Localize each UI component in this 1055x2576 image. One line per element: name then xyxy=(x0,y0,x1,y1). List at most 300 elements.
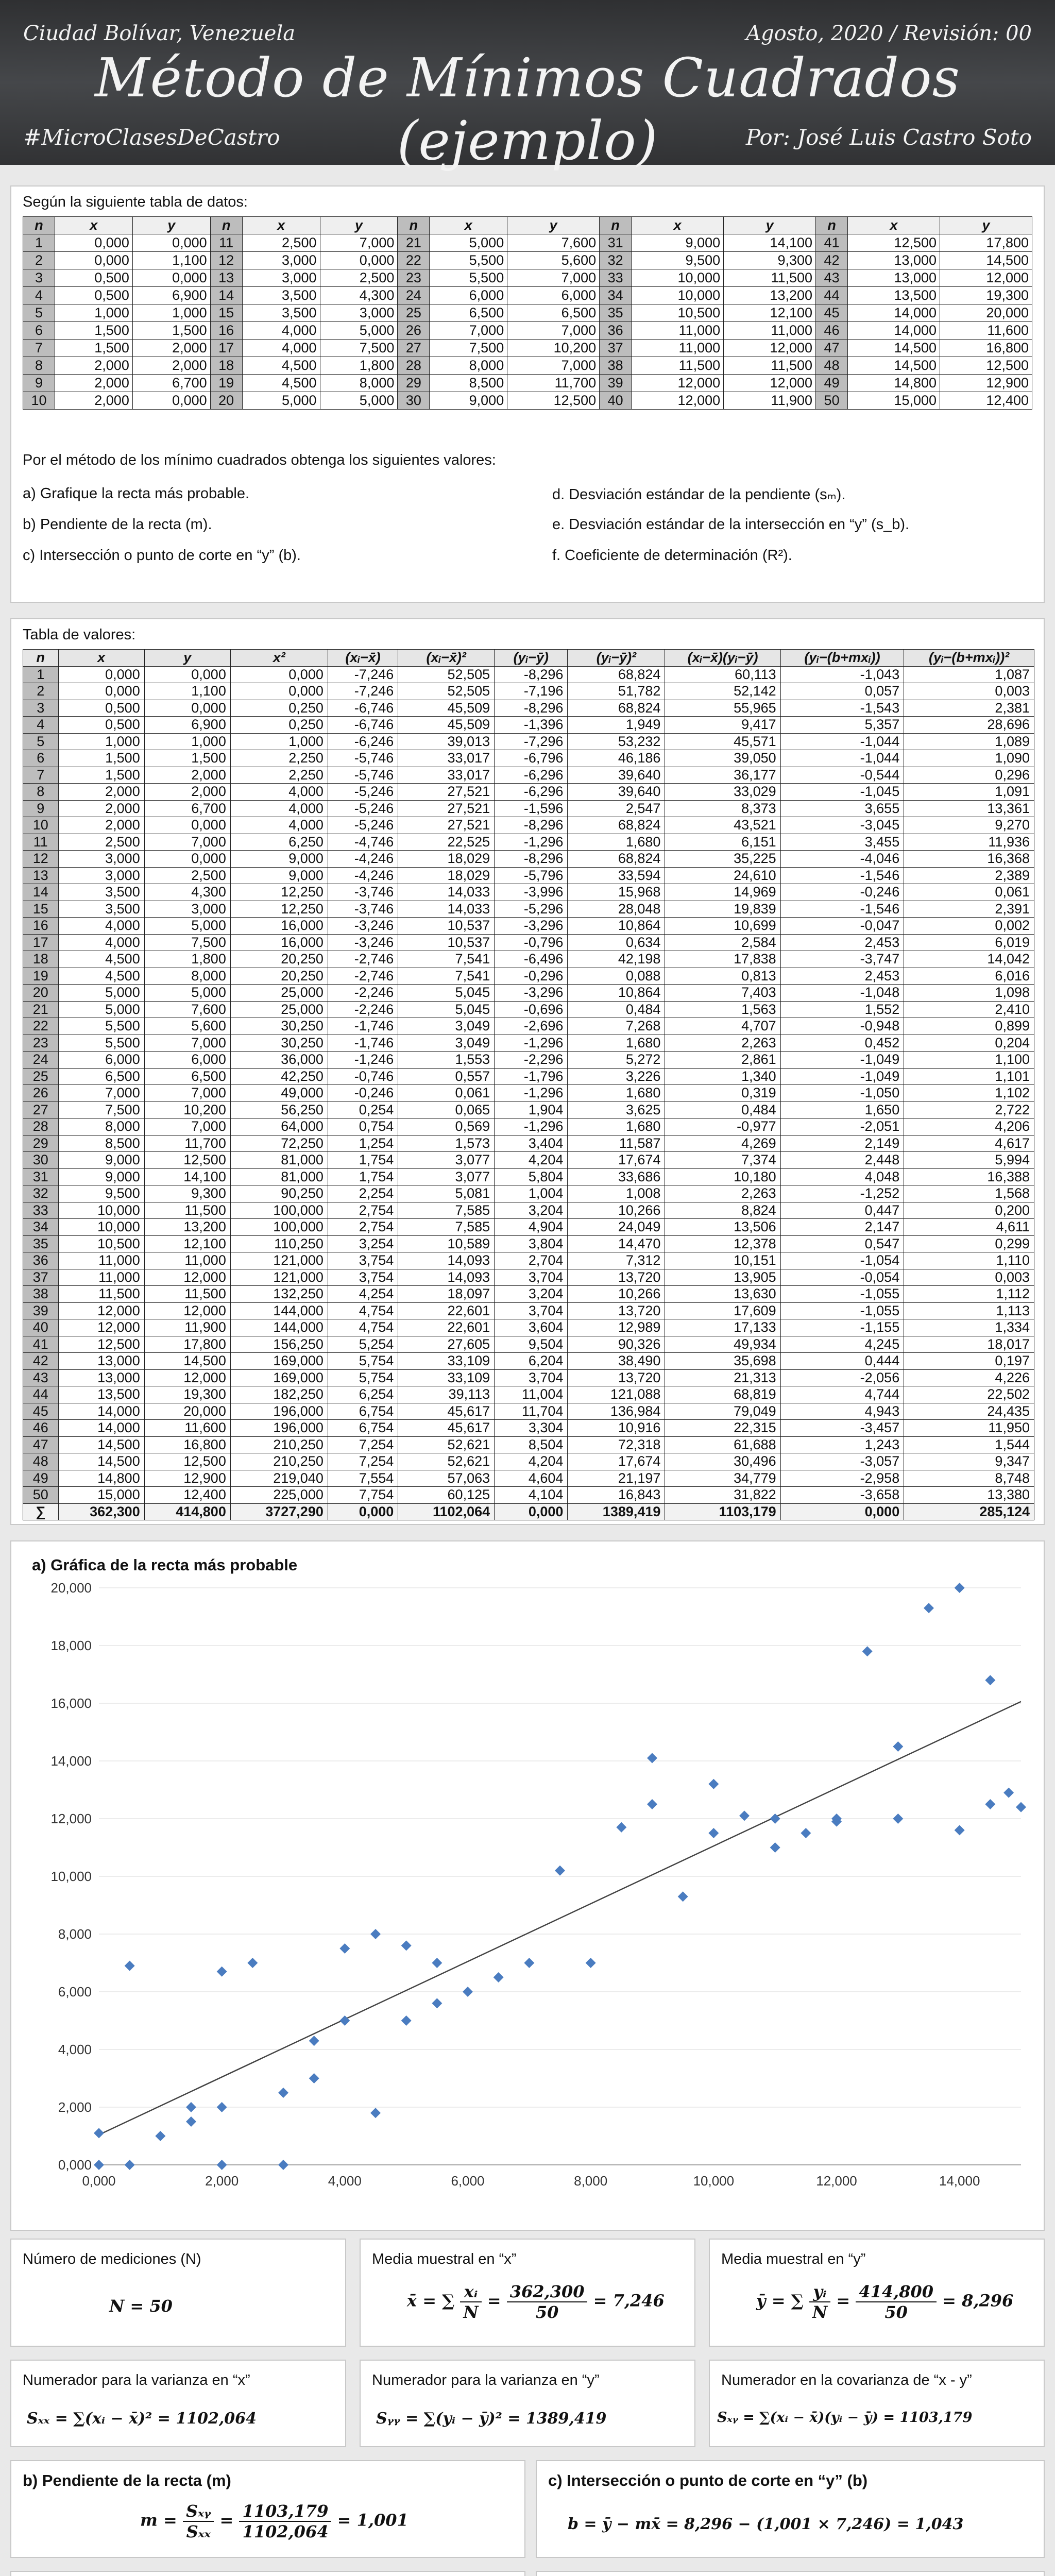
table-cell: 11,600 xyxy=(144,1420,230,1437)
table-cell: 3,204 xyxy=(495,1286,568,1303)
table-cell: 0,484 xyxy=(568,1001,665,1018)
table-cell: 0,200 xyxy=(904,1202,1034,1219)
table-cell: 1,754 xyxy=(328,1152,398,1169)
table-row xyxy=(23,717,1034,734)
table-cell: 48 xyxy=(23,1453,59,1470)
table-cell: 20,000 xyxy=(144,1403,230,1420)
question-e: e. Desviación estándar de la intersección en “y” (s_b). xyxy=(552,516,910,533)
table-cell: 4,000 xyxy=(242,340,320,357)
table-cell: 10,537 xyxy=(398,934,495,951)
x-tick-label: 10,000 xyxy=(693,2173,735,2189)
table-cell: 14,500 xyxy=(940,252,1032,269)
table-cell: 4,754 xyxy=(328,1302,398,1319)
table-cell: 10,000 xyxy=(632,269,724,287)
data-point xyxy=(401,1940,412,1951)
table-cell: 25,000 xyxy=(230,1001,328,1018)
table-cell: 27,521 xyxy=(398,784,495,801)
table-cell: 7,541 xyxy=(398,968,495,985)
table-cell: 15,000 xyxy=(58,1487,144,1504)
table-cell: 5,254 xyxy=(328,1336,398,1353)
table-cell: 11,700 xyxy=(144,1135,230,1152)
table-cell: 45,617 xyxy=(398,1403,495,1420)
table-cell: 169,000 xyxy=(230,1369,328,1386)
table-cell: -2,246 xyxy=(328,985,398,1002)
table-cell: 2,453 xyxy=(780,934,904,951)
data-table-header: n xyxy=(600,217,632,234)
table-cell: 4,500 xyxy=(242,375,320,392)
mean-x-num: 362,300 xyxy=(507,2282,588,2302)
table-cell: -3,746 xyxy=(328,884,398,901)
table-cell: 6,204 xyxy=(495,1353,568,1370)
table-cell: 42,198 xyxy=(568,951,665,968)
table-row xyxy=(23,750,1034,767)
table-cell: 6,151 xyxy=(665,834,780,851)
table-cell: 13 xyxy=(23,867,59,884)
mean-y-box xyxy=(709,2239,1045,2347)
data-point xyxy=(616,1822,626,1833)
table-row xyxy=(23,1453,1034,1470)
table-cell: -4,246 xyxy=(328,867,398,884)
y-tick-label: 6,000 xyxy=(58,1984,92,1999)
table-cell: 5,272 xyxy=(568,1052,665,1069)
table-cell: -0,977 xyxy=(665,1118,780,1136)
table-cell: 12,500 xyxy=(940,357,1032,375)
table-cell: -1,746 xyxy=(328,1018,398,1035)
table-cell: 3,804 xyxy=(495,1235,568,1252)
table-cell: 11,950 xyxy=(904,1420,1034,1437)
table-cell: 6,016 xyxy=(904,968,1034,985)
table-cell: 7,000 xyxy=(430,322,507,340)
table-cell: 5,000 xyxy=(242,392,320,410)
table-cell: 0,319 xyxy=(665,1085,780,1102)
table-cell: 27,521 xyxy=(398,800,495,817)
table-cell: 11,000 xyxy=(632,322,724,340)
table-cell: 3,000 xyxy=(144,901,230,918)
table-row xyxy=(23,683,1034,700)
table-cell: 11,000 xyxy=(58,1269,144,1286)
table-row xyxy=(23,304,1032,322)
table-cell: -1,796 xyxy=(495,1068,568,1085)
table-cell: -0,948 xyxy=(780,1018,904,1035)
table-cell: 0,000 xyxy=(144,666,230,683)
table-cell: -7,246 xyxy=(328,683,398,700)
n-label: Número de mediciones (N) xyxy=(23,2251,201,2267)
table-cell: 14,100 xyxy=(724,234,816,252)
table-cell: 60,113 xyxy=(665,666,780,683)
table-cell: -6,296 xyxy=(495,784,568,801)
table-cell: 1,680 xyxy=(568,1118,665,1136)
table-cell: 14,800 xyxy=(848,375,940,392)
table-cell: 0,204 xyxy=(904,1035,1034,1052)
mean-x-box xyxy=(360,2239,695,2347)
table-cell: 7,403 xyxy=(665,985,780,1002)
table-cell: 14,000 xyxy=(848,304,940,322)
table-cell: 12,000 xyxy=(632,375,724,392)
table-row xyxy=(23,1219,1034,1236)
table-cell: 5,000 xyxy=(320,322,398,340)
table-cell: 2,000 xyxy=(55,375,133,392)
table-cell: 3,704 xyxy=(495,1302,568,1319)
table-cell: -6,246 xyxy=(328,733,398,750)
table-cell: -1,050 xyxy=(780,1085,904,1102)
table-cell: 17,674 xyxy=(568,1152,665,1169)
table-cell: 1,008 xyxy=(568,1185,665,1202)
table-cell: 6,754 xyxy=(328,1420,398,1437)
table-cell: -5,796 xyxy=(495,867,568,884)
table-cell: 56,250 xyxy=(230,1101,328,1118)
table-cell: 4,269 xyxy=(665,1135,780,1152)
values-panel xyxy=(10,618,1045,1525)
table-cell: 11,936 xyxy=(904,834,1034,851)
table-cell: -3,246 xyxy=(328,934,398,951)
table-cell: -5,246 xyxy=(328,817,398,834)
table-cell: 15 xyxy=(23,901,59,918)
table-cell: 13,200 xyxy=(144,1219,230,1236)
table-cell: 2,453 xyxy=(780,968,904,985)
table-cell: 182,250 xyxy=(230,1386,328,1403)
table-cell: 19 xyxy=(23,968,59,985)
table-cell: 12,000 xyxy=(724,340,816,357)
data-point xyxy=(1016,1802,1026,1812)
table-cell: -1,596 xyxy=(495,800,568,817)
table-cell: -1,546 xyxy=(780,901,904,918)
table-cell: 4,204 xyxy=(495,1152,568,1169)
table-cell: 0,003 xyxy=(904,1269,1034,1286)
table-cell: 11,587 xyxy=(568,1135,665,1152)
data-point xyxy=(432,1958,442,1968)
table-cell: 34 xyxy=(23,1219,59,1236)
table-cell: 46 xyxy=(816,322,848,340)
table-cell: 53,232 xyxy=(568,733,665,750)
values-header: (yᵢ−ȳ) xyxy=(495,650,568,667)
table-cell: -3,658 xyxy=(780,1487,904,1504)
table-row xyxy=(23,901,1034,918)
table-cell: 5,045 xyxy=(398,985,495,1002)
table-row xyxy=(23,1420,1034,1437)
table-cell: 2 xyxy=(23,683,59,700)
table-cell: -6,296 xyxy=(495,767,568,784)
table-cell: 17,609 xyxy=(665,1302,780,1319)
table-cell: 14,000 xyxy=(848,322,940,340)
table-cell: 3,304 xyxy=(495,1420,568,1437)
table-cell: 35 xyxy=(600,304,632,322)
table-cell: 1,112 xyxy=(904,1286,1034,1303)
table-cell: 12,000 xyxy=(632,392,724,410)
table-cell: 10,200 xyxy=(144,1101,230,1118)
table-cell: 196,000 xyxy=(230,1420,328,1437)
table-cell: 1,100 xyxy=(144,683,230,700)
table-cell: 4,000 xyxy=(230,784,328,801)
table-cell: 29 xyxy=(23,1135,59,1152)
x-tick-label: 0,000 xyxy=(82,2173,116,2189)
data-table-header: x xyxy=(848,217,940,234)
table-row xyxy=(23,867,1034,884)
table-cell: 39,640 xyxy=(568,784,665,801)
y-tick-label: 18,000 xyxy=(50,1638,92,1653)
table-cell: 169,000 xyxy=(230,1353,328,1370)
table-cell: 5,600 xyxy=(507,252,600,269)
table-cell: 42 xyxy=(23,1353,59,1370)
table-cell: 0,569 xyxy=(398,1118,495,1136)
x-tick-label: 14,000 xyxy=(939,2173,980,2189)
table-cell: 1,100 xyxy=(904,1052,1034,1069)
data-table-header: y xyxy=(132,217,210,234)
values-header: (yᵢ−(b+mxᵢ)) xyxy=(780,650,904,667)
table-cell: 13,000 xyxy=(58,1369,144,1386)
table-cell: 17,838 xyxy=(665,951,780,968)
table-cell: 0,061 xyxy=(904,884,1034,901)
table-cell: 100,000 xyxy=(230,1219,328,1236)
table-cell: 46 xyxy=(23,1420,59,1437)
table-cell: 2,000 xyxy=(55,357,133,375)
table-cell: 24,049 xyxy=(568,1219,665,1236)
table-cell: 7,254 xyxy=(328,1453,398,1470)
table-row xyxy=(23,934,1034,951)
table-cell: 3,754 xyxy=(328,1252,398,1269)
slope-label: b) Pendiente de la recta (m) xyxy=(23,2471,231,2489)
table-cell: 9,000 xyxy=(58,1168,144,1185)
table-cell: 30,250 xyxy=(230,1018,328,1035)
table-cell: 29 xyxy=(398,375,430,392)
table-cell: -4,246 xyxy=(328,851,398,868)
table-cell: 3,000 xyxy=(242,252,320,269)
table-cell: 7,585 xyxy=(398,1219,495,1236)
table-cell: 39,050 xyxy=(665,750,780,767)
table-cell: 16,000 xyxy=(230,934,328,951)
table-cell: 0,000 xyxy=(132,269,210,287)
table-cell: 9,500 xyxy=(58,1185,144,1202)
data-point xyxy=(862,1646,873,1656)
table-cell: 7,585 xyxy=(398,1202,495,1219)
table-cell: 13,720 xyxy=(568,1269,665,1286)
table-cell: -0,296 xyxy=(495,968,568,985)
data-point xyxy=(155,2131,165,2141)
table-cell: 12,100 xyxy=(724,304,816,322)
table-cell: 8,373 xyxy=(665,800,780,817)
table-cell: 2,263 xyxy=(665,1185,780,1202)
regression-line xyxy=(99,1702,1021,2135)
table-cell: 0,447 xyxy=(780,1202,904,1219)
x-tick-label: 6,000 xyxy=(451,2173,485,2189)
table-cell: 18,017 xyxy=(904,1336,1034,1353)
table-cell: -3,045 xyxy=(780,817,904,834)
table-cell: 12,000 xyxy=(724,375,816,392)
table-cell: 39 xyxy=(600,375,632,392)
table-cell: 1,340 xyxy=(665,1068,780,1085)
table-row xyxy=(23,1135,1034,1152)
table-cell: 51,782 xyxy=(568,683,665,700)
table-cell: 14,000 xyxy=(58,1403,144,1420)
table-cell: 15 xyxy=(210,304,242,322)
table-row xyxy=(23,666,1034,683)
table-cell: -1,246 xyxy=(328,1052,398,1069)
table-cell: 0,250 xyxy=(230,717,328,734)
table-cell: 49 xyxy=(816,375,848,392)
table-cell: 6,000 xyxy=(58,1052,144,1069)
table-cell: 13,380 xyxy=(904,1487,1034,1504)
table-cell: 28,048 xyxy=(568,901,665,918)
table-cell: 10,537 xyxy=(398,918,495,935)
table-cell: 9,417 xyxy=(665,717,780,734)
table-cell: 1,500 xyxy=(132,322,210,340)
table-cell: 31 xyxy=(600,234,632,252)
table-row xyxy=(23,985,1034,1002)
syy-equation: Sᵧᵧ = ∑(yᵢ − ȳ)² = 1389,419 xyxy=(376,2410,607,2428)
table-cell: 3 xyxy=(23,700,59,717)
table-cell: 2,500 xyxy=(144,867,230,884)
table-cell: -2,746 xyxy=(328,968,398,985)
table-cell: 0,254 xyxy=(328,1101,398,1118)
table-cell: 13,630 xyxy=(665,1286,780,1303)
table-cell: 16 xyxy=(23,918,59,935)
table-cell: -1,048 xyxy=(780,985,904,1002)
data-table-header: n xyxy=(398,217,430,234)
table-cell: 13,506 xyxy=(665,1219,780,1236)
intercept-label: c) Intersección o punto de corte en “y” (b) xyxy=(548,2471,868,2489)
table-cell: 18,029 xyxy=(398,851,495,868)
table-cell: 0,003 xyxy=(904,683,1034,700)
table-cell: 90,326 xyxy=(568,1336,665,1353)
table-cell: 0,634 xyxy=(568,934,665,951)
table-cell: 47 xyxy=(23,1436,59,1453)
total-cell: 0,000 xyxy=(328,1503,398,1520)
table-cell: 12,500 xyxy=(848,234,940,252)
table-cell: 3,455 xyxy=(780,834,904,851)
table-cell: 3,000 xyxy=(58,867,144,884)
table-cell: 2,250 xyxy=(230,750,328,767)
table-cell: 121,088 xyxy=(568,1386,665,1403)
table-cell: 10,589 xyxy=(398,1235,495,1252)
table-cell: 2,381 xyxy=(904,700,1034,717)
table-cell: 3,500 xyxy=(242,304,320,322)
table-cell: 5,000 xyxy=(58,1001,144,1018)
table-cell: 3,500 xyxy=(58,901,144,918)
table-cell: 1,000 xyxy=(58,733,144,750)
table-cell: 0,296 xyxy=(904,767,1034,784)
table-cell: 6,250 xyxy=(230,834,328,851)
table-cell: -2,696 xyxy=(495,1018,568,1035)
table-cell: 14,500 xyxy=(58,1453,144,1470)
table-cell: -2,246 xyxy=(328,1001,398,1018)
table-row xyxy=(23,1302,1034,1319)
table-cell: 9,347 xyxy=(904,1453,1034,1470)
data-table-header: y xyxy=(940,217,1032,234)
table-cell: 3,500 xyxy=(242,287,320,304)
ssresid-box xyxy=(10,2571,525,2576)
slope-num: 1103,179 xyxy=(239,2501,331,2522)
table-cell: 1,243 xyxy=(780,1436,904,1453)
table-cell: -1,043 xyxy=(780,666,904,683)
table-cell: 7,000 xyxy=(144,1085,230,1102)
table-cell: -3,746 xyxy=(328,901,398,918)
values-header: (xᵢ−x̄) xyxy=(328,650,398,667)
data-table-header: y xyxy=(507,217,600,234)
table-cell: 48 xyxy=(816,357,848,375)
table-cell: 3,049 xyxy=(398,1018,495,1035)
table-cell: 38 xyxy=(600,357,632,375)
table-cell: 10 xyxy=(23,817,59,834)
table-cell: 5,500 xyxy=(58,1035,144,1052)
table-cell: 19 xyxy=(210,375,242,392)
table-cell: 39 xyxy=(23,1302,59,1319)
table-cell: 14,093 xyxy=(398,1252,495,1269)
table-cell: -0,246 xyxy=(328,1085,398,1102)
sxx-box xyxy=(10,2360,346,2447)
table-cell: 34 xyxy=(600,287,632,304)
table-cell: 16,800 xyxy=(940,340,1032,357)
values-header: x xyxy=(58,650,144,667)
table-cell: 33,594 xyxy=(568,867,665,884)
table-cell: 39,113 xyxy=(398,1386,495,1403)
table-cell: 7,000 xyxy=(58,1085,144,1102)
table-cell: 2,389 xyxy=(904,867,1034,884)
table-cell: 17 xyxy=(210,340,242,357)
table-cell: 45,617 xyxy=(398,1420,495,1437)
table-cell: 49,000 xyxy=(230,1085,328,1102)
table-cell: 0,000 xyxy=(55,252,133,269)
table-cell: 6,000 xyxy=(507,287,600,304)
table-cell: -5,746 xyxy=(328,767,398,784)
table-row xyxy=(23,767,1034,784)
table-cell: 40 xyxy=(23,1319,59,1336)
table-cell: 4,254 xyxy=(328,1286,398,1303)
table-cell: 3,226 xyxy=(568,1068,665,1085)
table-cell: 1,000 xyxy=(132,304,210,322)
table-cell: 31,822 xyxy=(665,1487,780,1504)
table-cell: 5,754 xyxy=(328,1353,398,1370)
y-tick-label: 10,000 xyxy=(50,1869,92,1884)
table-cell: 55,965 xyxy=(665,700,780,717)
table-cell: 4,300 xyxy=(320,287,398,304)
table-cell: 11,004 xyxy=(495,1386,568,1403)
table-cell: 4,604 xyxy=(495,1470,568,1487)
table-cell: 210,250 xyxy=(230,1436,328,1453)
table-cell: 3 xyxy=(23,269,55,287)
table-cell: 18,097 xyxy=(398,1286,495,1303)
table-row xyxy=(23,1202,1034,1219)
table-cell: 18 xyxy=(23,951,59,968)
total-row xyxy=(23,1503,1034,1520)
table-cell: 22,525 xyxy=(398,834,495,851)
table-cell: 0,061 xyxy=(398,1085,495,1102)
table-cell: 4 xyxy=(23,287,55,304)
table-cell: 9,500 xyxy=(632,252,724,269)
table-cell: 0,002 xyxy=(904,918,1034,935)
table-cell: 0,452 xyxy=(780,1035,904,1052)
data-point xyxy=(309,2036,319,2046)
table-row xyxy=(23,951,1034,968)
table-cell: 0,057 xyxy=(780,683,904,700)
table-cell: 10,699 xyxy=(665,918,780,935)
table-cell: 0,000 xyxy=(132,392,210,410)
table-cell: 9,000 xyxy=(230,851,328,868)
table-row xyxy=(23,252,1032,269)
table-cell: 30 xyxy=(23,1152,59,1169)
table-cell: 8,000 xyxy=(320,375,398,392)
table-cell: 0,000 xyxy=(144,851,230,868)
table-cell: 6,500 xyxy=(430,304,507,322)
table-cell: -2,958 xyxy=(780,1470,904,1487)
table-cell: 1,100 xyxy=(132,252,210,269)
table-cell: 28 xyxy=(23,1118,59,1136)
table-cell: 18 xyxy=(210,357,242,375)
question-c: c) Intersección o punto de corte en “y” (b). xyxy=(23,547,301,564)
table-cell: 30,250 xyxy=(230,1035,328,1052)
table-cell: 10,180 xyxy=(665,1168,780,1185)
values-header: (yᵢ−ȳ)² xyxy=(568,650,665,667)
table-cell: 14,093 xyxy=(398,1269,495,1286)
data-table-header: y xyxy=(320,217,398,234)
